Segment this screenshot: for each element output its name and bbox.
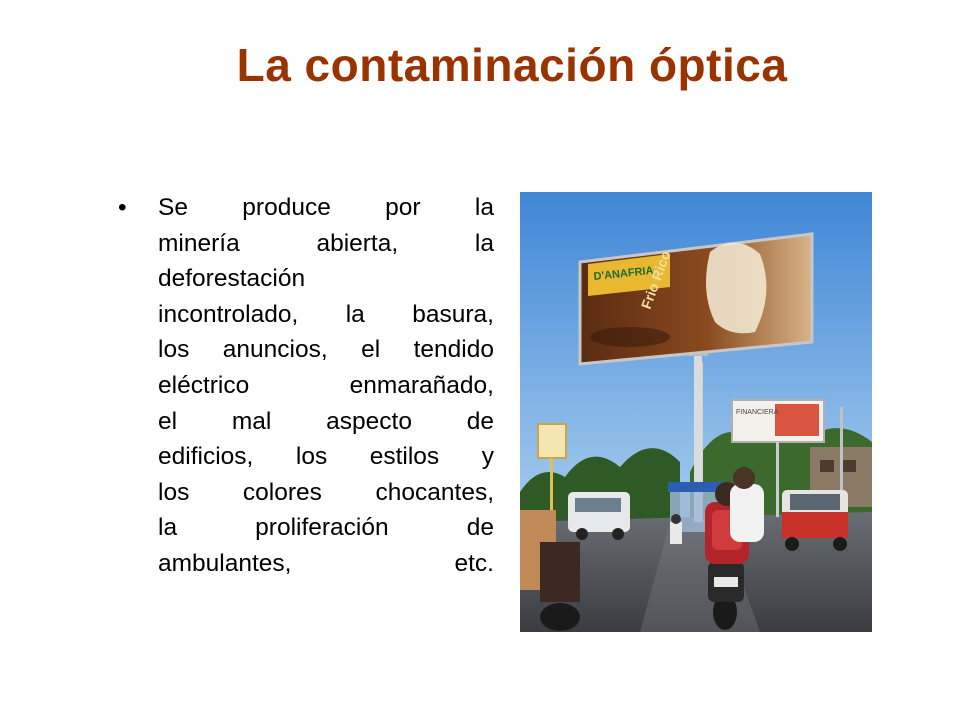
bullet-line: deforestación <box>158 265 306 293</box>
bullet-line: la proliferación de <box>158 514 494 542</box>
bullet-line: ambulantes, etc. <box>158 549 494 577</box>
bullet-marker: • <box>118 194 127 221</box>
bullet-list <box>118 190 494 582</box>
bullet-line: eléctrico enmarañado, <box>158 371 494 399</box>
bullet-line: incontrolado, la basura, <box>158 300 494 328</box>
bullet-line: los colores chocantes, <box>158 478 494 506</box>
street-billboard-photo <box>520 192 872 632</box>
small-billboard-label: FINANCIERA <box>736 409 779 416</box>
slide-title: La contaminación óptica <box>236 39 788 91</box>
bullet-line: los anuncios, el tendido <box>158 336 494 364</box>
billboard-product: Frio Rico <box>637 248 674 312</box>
bullet-line: edificios, los estilos y <box>158 443 494 471</box>
bullet-line: el mal aspecto de <box>158 407 494 435</box>
bullet-line: minería abierta, la <box>158 229 494 257</box>
billboard-brand: D'ANAFRIA <box>593 264 655 283</box>
bullet-line: Se produce por la <box>158 194 494 221</box>
bullet-text <box>158 190 494 582</box>
